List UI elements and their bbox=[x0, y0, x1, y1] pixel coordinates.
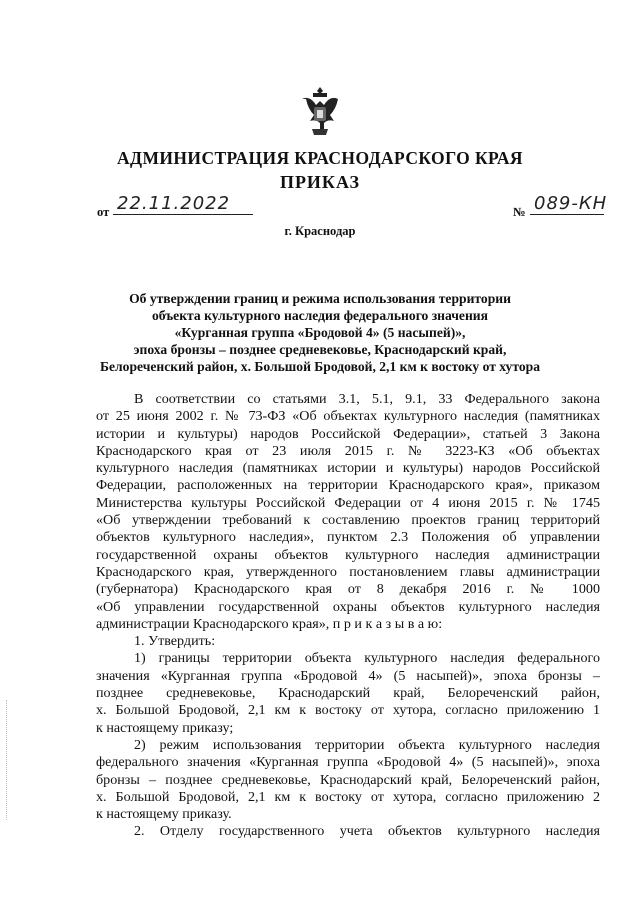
date-underline bbox=[113, 214, 253, 215]
body-line: к настоящему приказу. bbox=[96, 806, 232, 823]
body-line: Министерства культуры Российской Федерации от 4 июня 2015 г. № 1745 bbox=[96, 494, 600, 511]
body-line: от 25 июня 2002 г. № 73-ФЗ «Об объектах культурного наследия (памятниках bbox=[96, 408, 600, 425]
coat-of-arms-emblem bbox=[298, 85, 342, 137]
title-line: эпоха бронзы – позднее средневековье, Краснодарский край, bbox=[133, 342, 507, 357]
body-line: В соответствии со статьями 3.1, 5.1, 9.1, 33 Федерального закона bbox=[134, 391, 600, 407]
body-line: государственной охраны объектов культурного наследия администрации bbox=[96, 546, 600, 563]
body-line: «Об утверждении требований к составлению проектов границ территорий bbox=[96, 512, 600, 529]
body-line: 1) границы территории объекта культурного наследия федерального bbox=[134, 650, 600, 667]
title-line: Об утверждении границ и режима использования территории bbox=[129, 291, 511, 306]
handwritten-date: 22.11.2022 bbox=[117, 193, 231, 214]
body-line: администрации Краснодарского края», п р и к а з ы в а ю: bbox=[96, 615, 443, 632]
body-line: Краснодарского края от 23 июля 2015 г. № 3223-КЗ «Об объектах bbox=[96, 442, 600, 459]
body-line: х. Большой Бродовой, 2,1 км к востоку от хутора, согласно приложению 1 bbox=[96, 702, 600, 719]
number-underline bbox=[530, 214, 604, 215]
body-line: 2) режим использования территории объекта культурного наследия bbox=[134, 736, 600, 753]
body-line: (губернатора) Краснодарского края от 8 декабря 2016 г. № 1000 bbox=[96, 581, 600, 598]
body-line: значения «Курганная группа «Бродовой 4» (5 насыпей)», эпоха бронзы – bbox=[96, 667, 600, 684]
title-line: «Курганная группа «Бродовой 4» (5 насыпей)», bbox=[174, 325, 466, 340]
document-type: ПРИКАЗ bbox=[279, 172, 361, 192]
body-line: Краснодарского края, утвержденного постановлением главы администрации bbox=[96, 563, 600, 580]
scan-edge-mark bbox=[6, 700, 8, 820]
title-line: Белореченский район, х. Большой Бродовой, 2,1 км к востоку от хутора bbox=[100, 359, 540, 374]
number-prefix: № bbox=[513, 205, 526, 219]
handwritten-number: 089-КН bbox=[534, 193, 608, 214]
order-body bbox=[96, 391, 600, 841]
body-line: «Об управлении государственной охраны объектов культурного наследия bbox=[96, 598, 600, 615]
city-line: г. Краснодар bbox=[284, 224, 356, 238]
body-line: 1. Утвердить: bbox=[134, 633, 216, 650]
order-title bbox=[80, 290, 560, 375]
title-line: объекта культурного наследия федерального значения bbox=[152, 308, 488, 323]
body-line: позднее средневековье, Краснодарский край, Белореченский район, bbox=[96, 685, 600, 702]
body-line: культурного наследия (памятниках истории и культуры) народов Российской bbox=[96, 460, 600, 477]
body-line: федерального значения «Курганная группа «Бродовой 4» (5 насыпей)», эпоха bbox=[96, 754, 600, 771]
body-line: к настоящему приказу; bbox=[96, 719, 234, 736]
organization-name: АДМИНИСТРАЦИЯ КРАСНОДАРСКОГО КРАЯ bbox=[117, 148, 523, 168]
date-prefix: от bbox=[97, 205, 110, 219]
body-line: 2. Отделу государственного учета объектов культурного наследия bbox=[134, 823, 600, 840]
body-line: объектов культурного наследия», пунктом 2.3 Положения об управлении bbox=[96, 529, 600, 546]
body-line: бронзы – позднее средневековье, Краснодарский край, Белореченский район, bbox=[96, 771, 600, 788]
body-line: х. Большой Бродовой, 2,1 км к востоку от хутора, согласно приложению 2 bbox=[96, 788, 600, 805]
body-line: Федерации, расположенных на территории Краснодарского края», приказом bbox=[96, 477, 600, 494]
body-line: истории и культуры) народов Российской Федерации», статьей 3 Закона bbox=[96, 425, 600, 442]
